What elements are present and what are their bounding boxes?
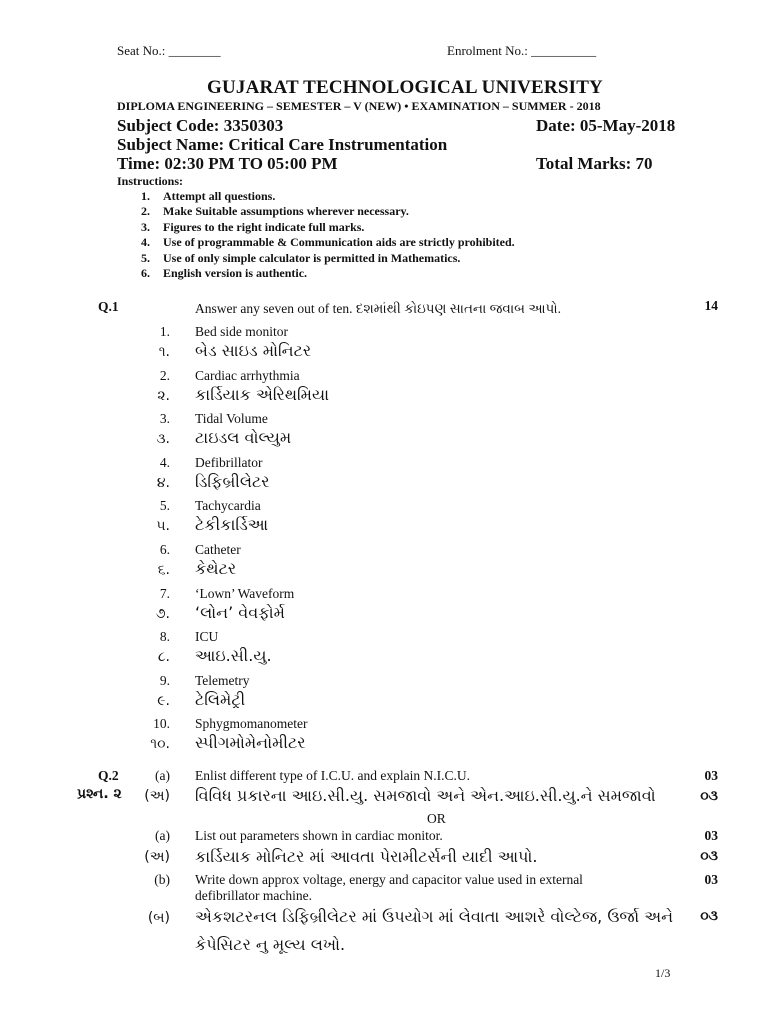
- q1-item-number: 7.: [159, 585, 170, 601]
- subject-name: Subject Name: Critical Care Instrumentation: [117, 135, 448, 154]
- instruction-number: 1.: [141, 189, 150, 203]
- q2a-text: Enlist different type of I.C.U. and explain N.I.C.U.: [195, 768, 470, 783]
- enrolment-no: Enrolment No.: __________: [447, 43, 597, 58]
- instruction-text: English version is authentic.: [163, 266, 308, 280]
- q1-item-number-gu: ૮.: [157, 649, 170, 666]
- q1-item-number: 9.: [159, 672, 170, 688]
- q1-item-text-gu: કેથેટર: [195, 559, 237, 578]
- q1-item-number-gu: ૬.: [157, 562, 170, 578]
- exam-date: Date: 05-May-2018: [536, 116, 676, 135]
- q2a2-label: (a): [155, 828, 170, 843]
- q1-item-number-gu: ૯.: [157, 692, 170, 709]
- q1-item-number-gu: ૧૦.: [150, 736, 170, 753]
- instruction-number: 4.: [141, 235, 150, 250]
- instruction-number: 2.: [141, 204, 150, 219]
- q1-item-text-gu: ‘લોન’ વેવફોર્મ: [195, 602, 285, 622]
- subject-code: Subject Code: 3350303: [117, 116, 284, 135]
- q1-item-number: 4.: [159, 454, 170, 470]
- q2a-label: (a): [155, 768, 170, 783]
- q1-item-number-gu: ૩.: [156, 431, 170, 448]
- q1-item-text: Tachycardia: [195, 498, 261, 514]
- total-marks: Total Marks: 70: [536, 154, 653, 173]
- q1-prompt: Answer any seven out of ten. દશમાંથી કોઇપણ સાતના જવાબ આપો.: [195, 301, 562, 316]
- q1-item-text-gu: કાર્ડિયાક એરિથમિયા: [195, 384, 329, 404]
- q2-label-gu: પ્રશ્ન. ૨: [77, 786, 122, 802]
- q1-item-text-gu: ડિફિબ્રીલેટર: [195, 471, 270, 491]
- q2a2-label-gu: (અ): [144, 849, 170, 865]
- q2a2-text-gu: કાર્ડિયાક મોનિટર માં આવતા પેરામીટર્સની યાદી આપો.: [195, 847, 538, 866]
- q1-item-number-gu: ૪.: [156, 474, 170, 491]
- instruction-text: Use of programmable & Communication aids are strictly prohibited.: [163, 235, 515, 250]
- instruction-number: 6.: [141, 266, 150, 280]
- q2b-text-line1: Write down approx voltage, energy and capacitor value used in external: [195, 872, 583, 887]
- q2b-marks-gu: ૦૩: [700, 908, 718, 924]
- exam-title: DIPLOMA ENGINEERING – SEMESTER – V (NEW) • EXAMINATION – SUMMER - 2018: [117, 99, 601, 113]
- instruction-number: 5.: [141, 250, 150, 265]
- q1-item-number-gu: ૧.: [158, 344, 170, 360]
- q2-label: Q.2: [98, 768, 119, 783]
- instruction-text: Make Suitable assumptions wherever necessary.: [163, 204, 409, 219]
- q2b-text-gu-line2: કેપેસિટર નુ મૂલ્ય લખો.: [195, 935, 346, 954]
- q1-item-text: ICU: [195, 629, 219, 645]
- q1-item-text: Defibrillator: [195, 454, 263, 470]
- q1-item-text-gu: ટાઇડલ વોલ્યુમ: [195, 428, 292, 448]
- q1-item-number-gu: ૭.: [155, 605, 170, 622]
- q1-item-number: 1.: [159, 324, 170, 339]
- q1-item-text: Tidal Volume: [195, 411, 268, 427]
- seat-no: Seat No.: ________: [117, 43, 221, 58]
- q1-marks: 14: [704, 298, 718, 313]
- q2b-marks: 03: [704, 872, 718, 887]
- q1-item-number-gu: ૨.: [157, 387, 170, 404]
- university-title: GUJARAT TECHNOLOGICAL UNIVERSITY: [207, 77, 603, 98]
- q2b-text-line2: defibrillator machine.: [195, 888, 312, 903]
- q1-label: Q.1: [98, 299, 119, 314]
- q2a2-marks: 03: [704, 828, 718, 843]
- q2b-label-gu: (બ): [147, 910, 170, 926]
- q1-item-number: 6.: [159, 542, 170, 557]
- q2a-label-gu: (અ): [144, 788, 170, 804]
- q1-item-number: 8.: [159, 629, 170, 645]
- q1-item-text: ‘Lown’ Waveform: [195, 585, 295, 601]
- q1-item-text: Cardiac arrhythmia: [195, 367, 300, 383]
- q2b-text-gu-line1: એકશટરનલ ડિફિબ્રીલેટર માં ઉપયોગ માં લેવાતા આશરે વોલ્ટેજ, ઉર્જા અને: [195, 907, 674, 926]
- q1-item-text: Bed side monitor: [195, 324, 288, 339]
- q2a-text-gu: વિવિધ પ્રકારના આઇ.સી.યુ. સમજાવો અને એન.આઇ.સી.યુ.ને સમજાવો: [195, 786, 656, 805]
- exam-time: Time: 02:30 PM TO 05:00 PM: [117, 154, 338, 173]
- q1-item-number: 2.: [159, 367, 170, 383]
- q1-item-text-gu: બેડ સાઇડ મોનિટર: [195, 341, 312, 360]
- q1-item-text-gu: આઇ.સી.યુ.: [195, 646, 272, 666]
- page-number: 1/3: [655, 966, 671, 980]
- instruction-text: Use of only simple calculator is permitted in Mathematics.: [163, 250, 461, 265]
- q1-item-number: 10.: [153, 716, 170, 732]
- q1-item-text: Telemetry: [195, 672, 250, 688]
- q1-item-text: Sphygmomanometer: [195, 716, 308, 732]
- instruction-text: Figures to the right indicate full marks.: [163, 219, 365, 234]
- instructions-title: Instructions:: [117, 174, 184, 188]
- q1-item-text-gu: ટેકીકાર્ડિઆ: [195, 515, 269, 535]
- q1-item-number: 3.: [159, 411, 170, 427]
- instruction-number: 3.: [141, 219, 150, 234]
- q1-item-text-gu: ટેલિમેટ્રી: [195, 689, 246, 709]
- q1-item-text-gu: સ્પીગમોમેનોમીટર: [195, 733, 306, 753]
- q1-item-number: 5.: [159, 498, 170, 514]
- instruction-text: Attempt all questions.: [163, 189, 276, 203]
- q2a2-marks-gu: ૦૩: [700, 848, 718, 864]
- q2a2-text: List out parameters shown in cardiac monitor.: [195, 828, 443, 843]
- or-separator: OR: [427, 811, 446, 826]
- q1-item-number-gu: ૫.: [156, 518, 170, 535]
- q1-item-text: Catheter: [195, 542, 241, 557]
- q2a-marks: 03: [704, 768, 718, 783]
- q2b-label: (b): [154, 872, 170, 887]
- q2a-marks-gu: ૦૩: [700, 788, 718, 804]
